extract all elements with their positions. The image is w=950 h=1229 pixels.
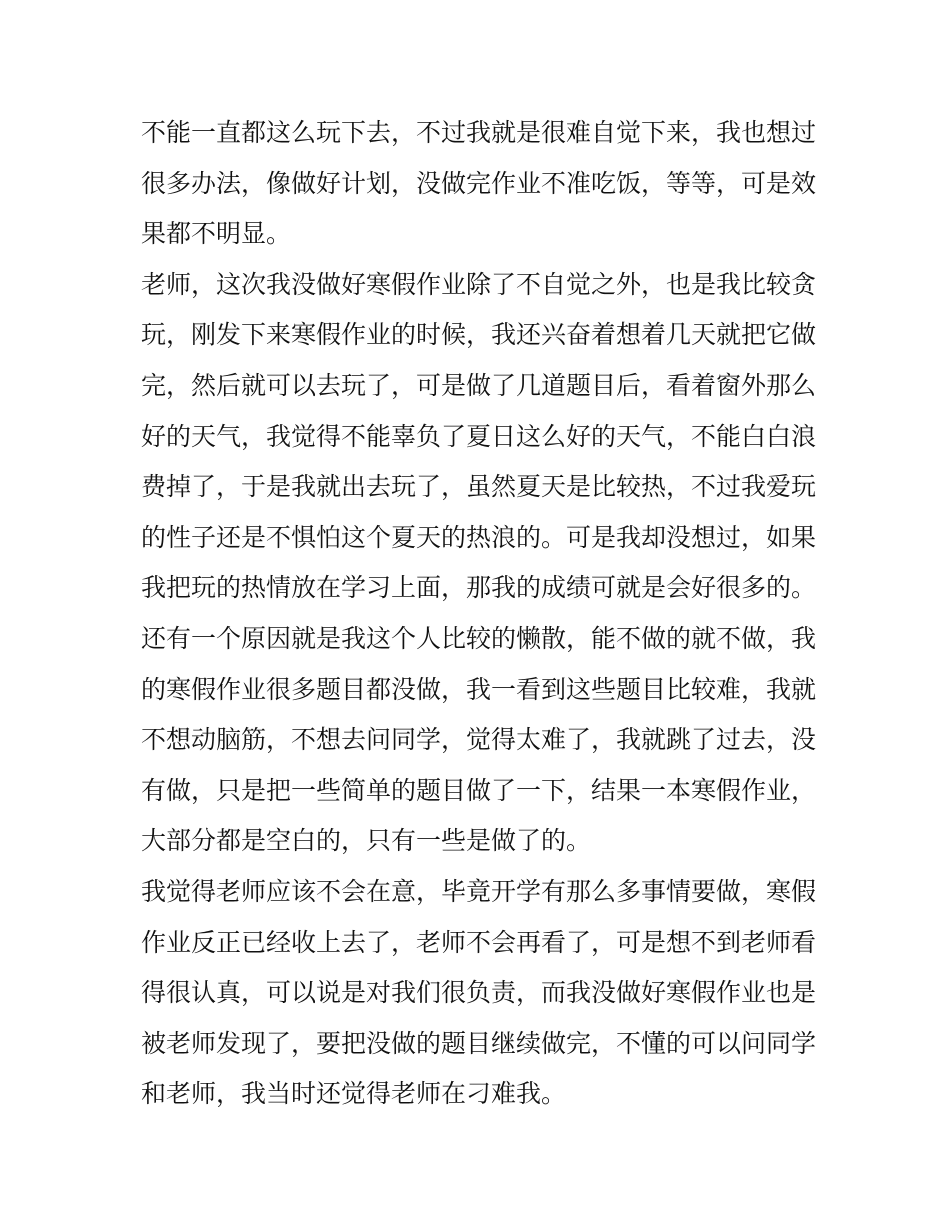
text-line: 大部分都是空白的，只有一些是做了的。 (141, 826, 592, 856)
body-text (141, 108, 817, 1120)
text-line: 被老师发现了，要把没做的题目继续做完，不懂的可以问同学 (141, 1028, 817, 1058)
text-line: 我觉得老师应该不会在意，毕竟开学有那么多事情要做，寒假 (141, 876, 817, 906)
text-line: 不想动脑筋，不想去问同学，觉得太难了，我就跳了过去，没 (141, 725, 817, 755)
text-line: 的寒假作业很多题目都没做，我一看到这些题目比较难，我就 (141, 674, 817, 704)
text-line: 我把玩的热情放在学习上面，那我的成绩可就是会好很多的。 (141, 573, 817, 603)
text-line: 好的天气，我觉得不能辜负了夏日这么好的天气，不能白白浪 (141, 421, 817, 451)
text-line: 玩，刚发下来寒假作业的时候，我还兴奋着想着几天就把它做 (141, 320, 817, 350)
text-line: 得很认真，可以说是对我们很负责，而我没做好寒假作业也是 (141, 978, 817, 1008)
text-line: 果都不明显。 (141, 219, 292, 249)
text-line: 完，然后就可以去玩了，可是做了几道题目后，看着窗外那么 (141, 370, 817, 400)
text-line: 和老师，我当时还觉得老师在刁难我。 (141, 1079, 567, 1109)
text-line: 很多办法，像做好计划，没做完作业不准吃饭，等等，可是效 (141, 168, 817, 198)
text-line: 作业反正已经收上去了，老师不会再看了，可是想不到老师看 (141, 927, 817, 957)
text-line: 费掉了，于是我就出去玩了，虽然夏天是比较热，不过我爱玩 (141, 472, 817, 502)
text-line: 不能一直都这么玩下去，不过我就是很难自觉下来，我也想过 (141, 118, 817, 147)
text-line: 有做，只是把一些简单的题目做了一下，结果一本寒假作业， (141, 775, 817, 805)
text-line: 还有一个原因就是我这个人比较的懒散，能不做的就不做，我 (141, 623, 817, 653)
text-line: 的性子还是不惧怕这个夏天的热浪的。可是我却没想过，如果 (141, 522, 817, 552)
text-line: 老师，这次我没做好寒假作业除了不自觉之外，也是我比较贪 (141, 269, 817, 299)
